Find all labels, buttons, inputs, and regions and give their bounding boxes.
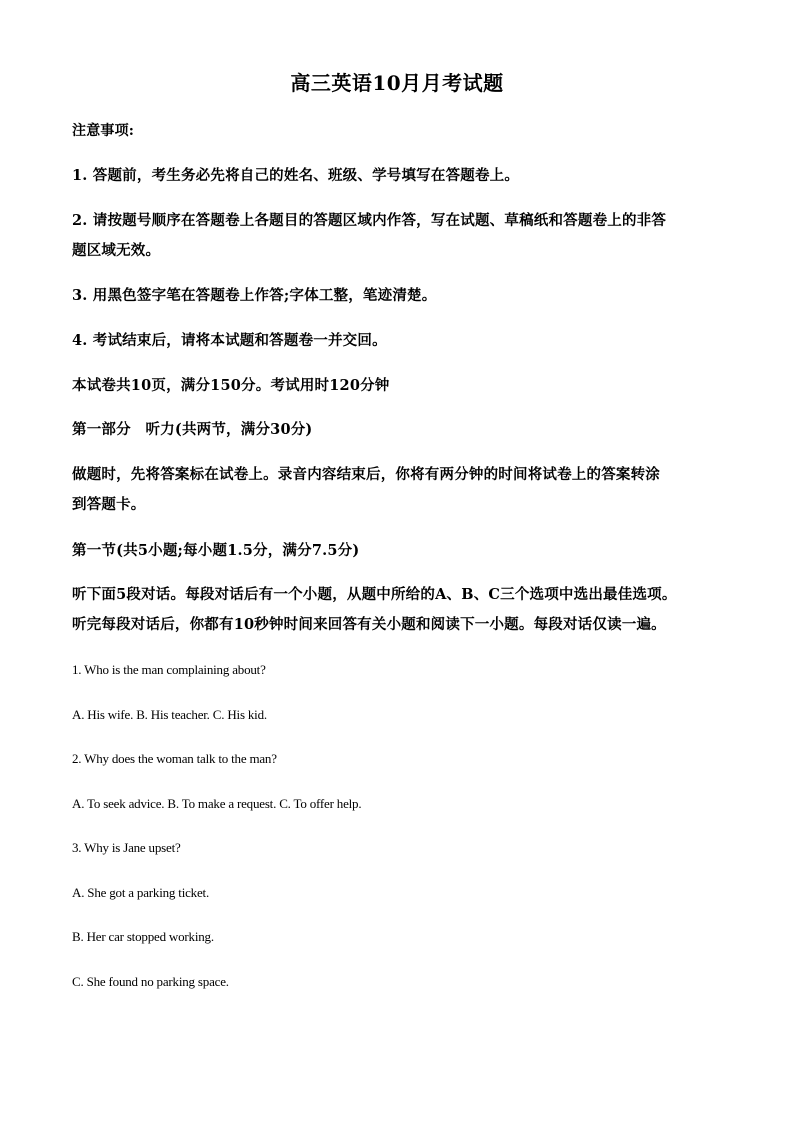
notice-item-continuation: 题区域无效。 (72, 242, 161, 259)
section-one-instruction: 听完每段对话后，你都有10秒钟时间来回答有关小题和阅读下一小题。每段对话仅读一遍。 (72, 616, 666, 633)
notice-heading: 注意事项: (72, 123, 135, 139)
page-title: 高三英语10月月考试题 (290, 71, 504, 95)
question-3: 3. Why is Jane upset? (72, 840, 181, 855)
question-3-option-c: C. She found no parking space. (72, 974, 229, 989)
part-one-instruction: 到答题卡。 (72, 496, 146, 513)
question-1: 1. Who is the man complaining about? (72, 662, 266, 677)
question-1-options: A. His wife. B. His teacher. C. His kid. (72, 707, 267, 722)
part-one-instruction: 做题时，先将答案标在试卷上。录音内容结束后，你将有两分钟的时间将试卷上的答案转涂 (72, 466, 660, 483)
question-2-options: A. To seek advice. B. To make a request. C. To offer help. (72, 796, 362, 811)
notice-item: 2. 请按题号顺序在答题卷上各题目的答题区域内作答，写在试题、草稿纸和答题卷上的非答 (72, 212, 667, 229)
question-3-option-b: B. Her car stopped working. (72, 929, 214, 944)
section-one-instruction: 听下面5段对话。每段对话后有一个小题，从题中所给的A、B、C三个选项中选出最佳选项。 (72, 586, 677, 603)
part-one-heading: 第一部分 听力(共两节，满分30分) (72, 421, 313, 438)
notice-item: 4. 考试结束后，请将本试题和答题卷一并交回。 (72, 332, 387, 349)
section-one-heading: 第一节(共5小题;每小题1.5分，满分7.5分) (72, 542, 360, 559)
notice-item: 1. 答题前，考生务必先将自己的姓名、班级、学号填写在答题卷上。 (72, 167, 520, 184)
exam-info: 本试卷共10页，满分150分。考试用时120分钟 (72, 377, 390, 394)
question-3-option-a: A. She got a parking ticket. (72, 885, 210, 900)
notice-item: 3. 用黑色签字笔在答题卷上作答;字体工整，笔迹清楚。 (72, 287, 437, 304)
question-2: 2. Why does the woman talk to the man? (72, 751, 277, 766)
